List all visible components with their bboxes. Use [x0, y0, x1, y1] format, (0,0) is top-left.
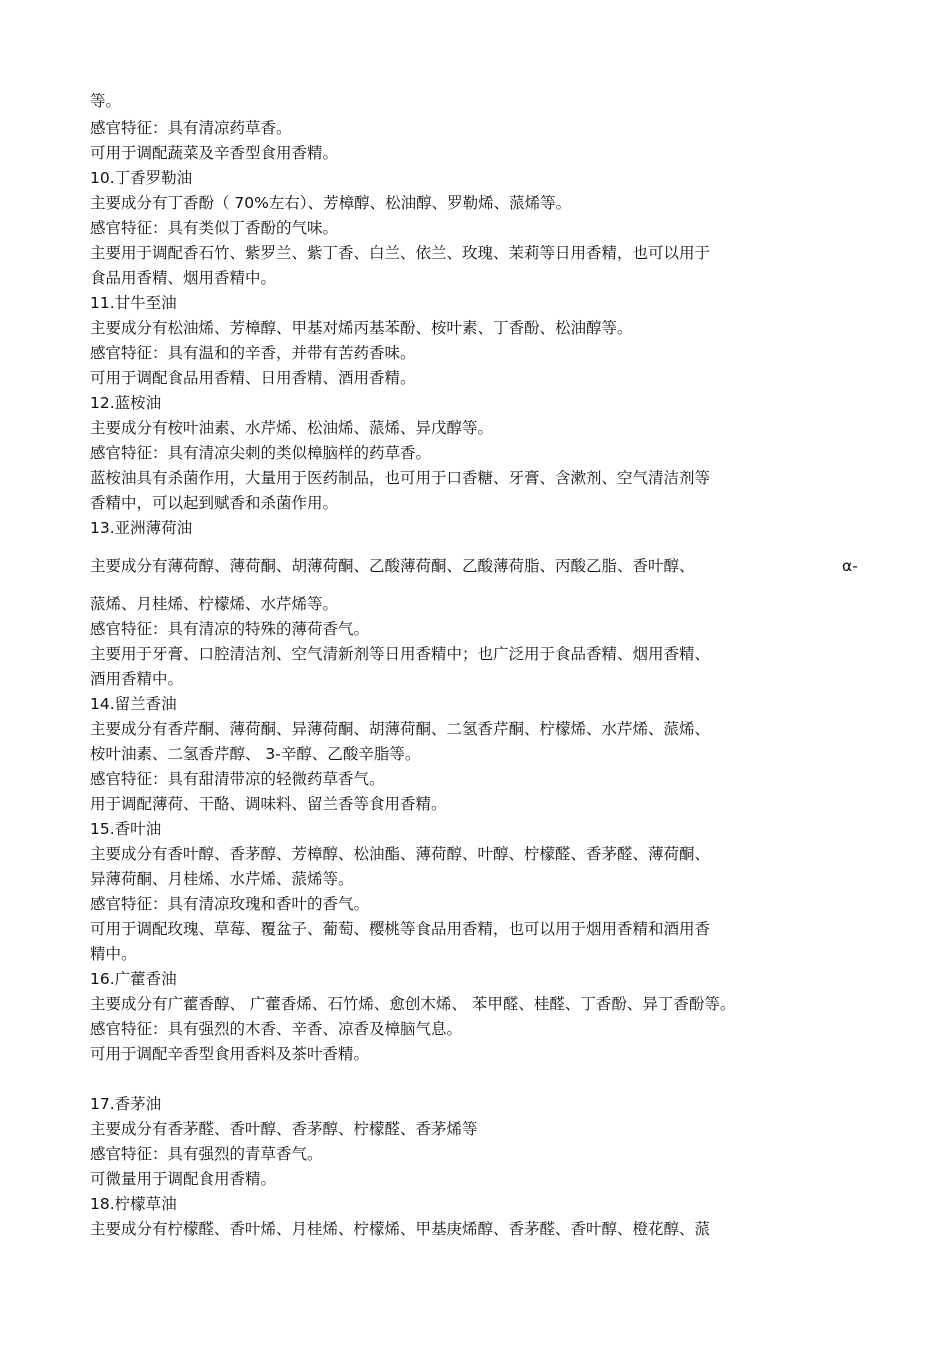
text-line: 可微量用于调配食用香精。 — [90, 1170, 277, 1188]
text-line: 食品用香精、烟用香精中。 — [90, 269, 277, 287]
alpha-symbol: α- — [842, 557, 858, 575]
text-line: 可用于调配玫瑰、草莓、覆盆子、葡萄、樱桃等食品用香精，也可以用于烟用香精和酒用香 — [90, 920, 711, 938]
section-heading: 17.香茅油 — [90, 1095, 162, 1113]
section-heading: 14.留兰香油 — [90, 695, 177, 713]
text-line: 感官特征：具有强烈的木香、辛香、凉香及樟脑气息。 — [90, 1020, 463, 1038]
text-line: 感官特征：具有强烈的青草香气。 — [90, 1145, 323, 1163]
text-line: 主要成分有柠檬醛、香叶烯、月桂烯、柠檬烯、甲基庚烯醇、香茅醛、香叶醇、橙花醇、蒎 — [90, 1220, 711, 1238]
text-line: 可用于调配食品用香精、日用香精、酒用香精。 — [90, 369, 416, 387]
text-line: 精中。 — [90, 945, 137, 963]
section-heading: 15.香叶油 — [90, 820, 162, 838]
text-line: 桉叶油素、二氢香芹醇、 3-辛醇、乙酸辛脂等。 — [90, 745, 421, 763]
text-line: 感官特征：具有温和的辛香，并带有苦药香味。 — [90, 344, 416, 362]
section-heading: 10.丁香罗勒油 — [90, 169, 193, 187]
text-line: 主要成分有桉叶油素、水芹烯、松油烯、蒎烯、异戊醇等。 — [90, 419, 494, 437]
text-line: 感官特征：具有清凉尖刺的类似樟脑样的药草香。 — [90, 444, 432, 462]
text-line: 等。 — [90, 92, 122, 110]
section-heading: 11.甘牛至油 — [90, 294, 177, 312]
text-line: 异薄荷酮、月桂烯、水芹烯、蒎烯等。 — [90, 870, 354, 888]
text-line: 香精中，可以起到赋香和杀菌作用。 — [90, 494, 339, 512]
text-line: 可用于调配辛香型食用香料及茶叶香精。 — [90, 1045, 370, 1063]
text-line: 感官特征：具有甜清带凉的轻微药草香气。 — [90, 770, 385, 788]
text-line: 感官特征：具有清凉药草香。 — [90, 119, 292, 137]
text-line: 主要成分有薄荷醇、薄荷酮、胡薄荷酮、乙酸薄荷酮、乙酸薄荷脂、丙酸乙脂、香叶醇、 — [90, 557, 695, 575]
text-line: 感官特征：具有类似丁香酚的气味。 — [90, 219, 339, 237]
text-line: 蒎烯、月桂烯、柠檬烯、水芹烯等。 — [90, 595, 339, 613]
section-heading: 12.蓝桉油 — [90, 394, 162, 412]
text-line: 主要成分有广藿香醇、 广藿香烯、石竹烯、愈创木烯、 苯甲醛、桂醛、丁香酚、异丁香酚等。 — [90, 995, 736, 1013]
section-heading: 13.亚洲薄荷油 — [90, 519, 193, 537]
text-line: 主要成分有香叶醇、香茅醇、芳樟醇、松油酯、薄荷醇、叶醇、柠檬醛、香茅醛、薄荷酮、 — [90, 845, 711, 863]
text-line: 主要成分有香芹酮、薄荷酮、异薄荷酮、胡薄荷酮、二氢香芹酮、柠檬烯、水芹烯、蒎烯、 — [90, 720, 711, 738]
text-line: 主要成分有松油烯、芳樟醇、甲基对烯丙基苯酚、桉叶素、丁香酚、松油醇等。 — [90, 319, 633, 337]
text-line: 用于调配薄荷、干酪、调味料、留兰香等食用香精。 — [90, 795, 447, 813]
section-heading: 16.广藿香油 — [90, 970, 177, 988]
section-heading: 18.柠檬草油 — [90, 1195, 177, 1213]
text-line: 主要用于牙膏、口腔清洁剂、空气清新剂等日用香精中；也广泛用于食品香精、烟用香精、 — [90, 645, 711, 663]
text-line: 酒用香精中。 — [90, 670, 184, 688]
text-line: 主要成分有丁香酚（ 70%左右）、芳樟醇、松油醇、罗勒烯、蒎烯等。 — [90, 194, 572, 212]
text-line: 主要成分有香茅醛、香叶醇、香茅醇、柠檬醛、香茅烯等 — [90, 1120, 478, 1138]
text-line: 感官特征：具有清凉的特殊的薄荷香气。 — [90, 620, 370, 638]
text-line: 蓝桉油具有杀菌作用，大量用于医药制品，也可用于口香糖、牙膏、含漱剂、空气清洁剂等 — [90, 469, 711, 487]
text-line: 主要用于调配香石竹、紫罗兰、紫丁香、白兰、依兰、玫瑰、茉莉等日用香精，也可以用于 — [90, 244, 711, 262]
text-line: 可用于调配蔬菜及辛香型食用香精。 — [90, 144, 339, 162]
text-line: 感官特征：具有清凉玫瑰和香叶的香气。 — [90, 895, 370, 913]
